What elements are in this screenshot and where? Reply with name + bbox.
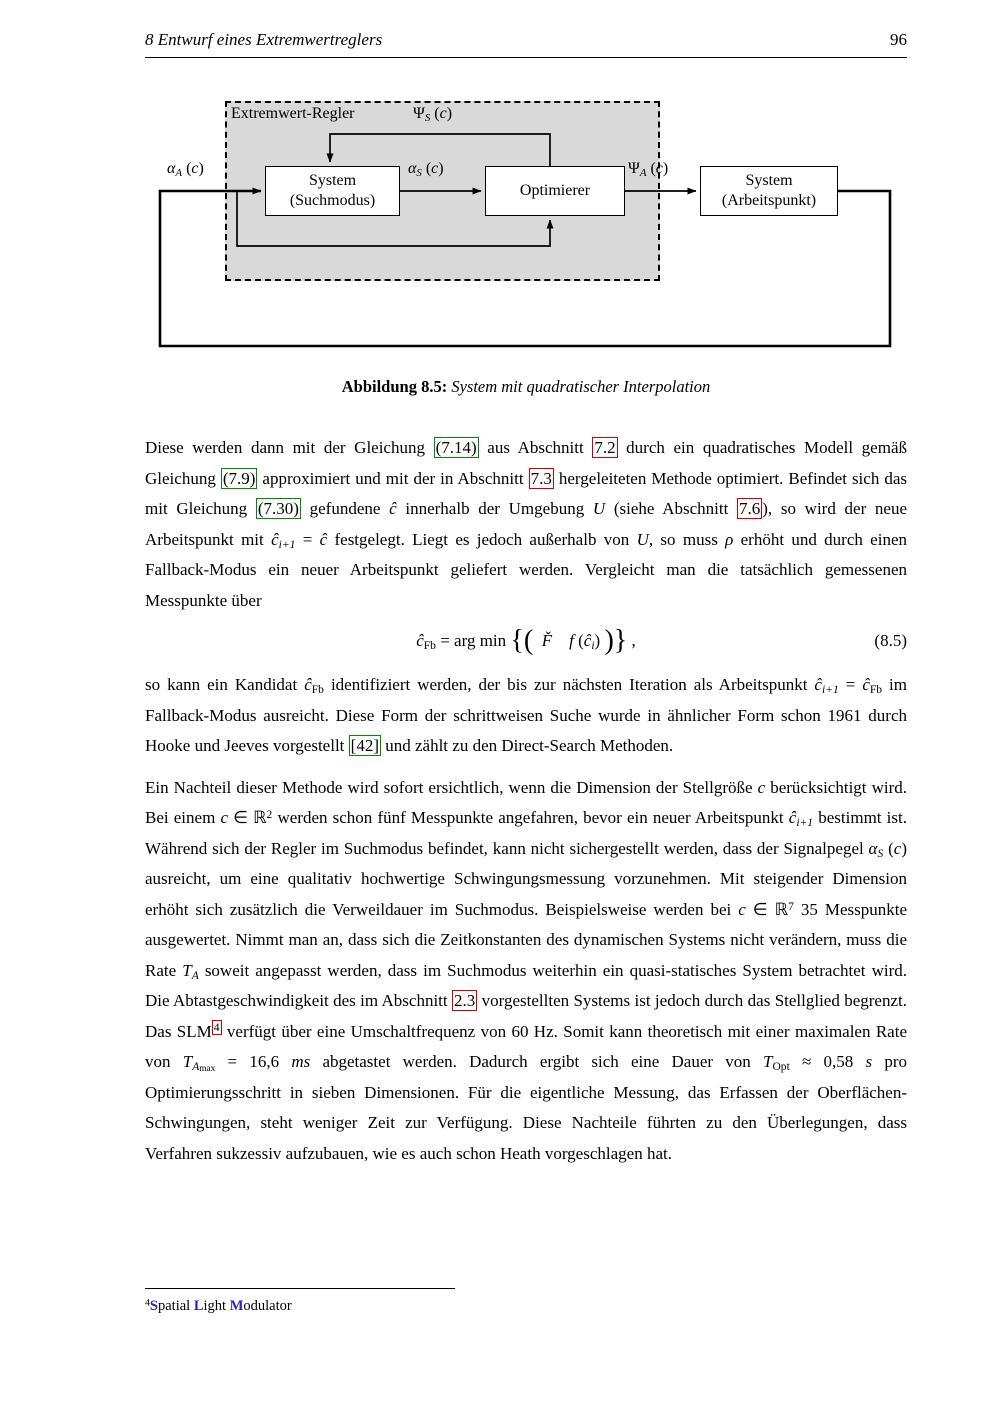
controller-title-label: Extremwert-Regler	[231, 105, 355, 122]
math-variable: ĉ	[304, 675, 312, 694]
section-ref-link[interactable]: 7.2	[594, 438, 616, 457]
math-variable: c	[893, 838, 902, 858]
text-segment: = arg min	[435, 631, 511, 650]
subscript: S	[877, 846, 884, 860]
subscript: S	[424, 112, 431, 125]
math-variable: c	[191, 160, 199, 177]
text-segment: (	[573, 631, 584, 650]
subscript: A	[175, 167, 183, 180]
subscript: i	[591, 639, 595, 653]
equation-ref-link[interactable]: (7.9)	[222, 468, 256, 488]
math-variable: c	[431, 160, 439, 177]
text-segment: gefundene	[300, 499, 390, 518]
text-segment: vorgestellten Systems ist jedoch durch das Stellglied begrenzt. Das SLM	[145, 991, 907, 1041]
text-segment: )	[446, 105, 453, 122]
text-segment: durch ein quadratisches Modell gemäß Gleichung	[145, 438, 907, 488]
subscript: Fb	[311, 683, 324, 697]
math-delimiter: (	[523, 624, 534, 656]
footnote-marker: 4	[145, 1297, 150, 1309]
text-segment	[552, 631, 569, 650]
math-variable: α	[868, 838, 878, 858]
figure-8-5	[145, 96, 907, 397]
math-variable: α	[408, 160, 417, 177]
text-segment: hergeleiteten Methode optimiert. Befindet sich das mit Gleichung	[145, 468, 908, 518]
paragraph	[145, 670, 907, 762]
text-segment: (	[646, 160, 656, 177]
math-variable: ĉ	[583, 631, 592, 650]
text-segment: Diese werden dann mit der Gleichung	[145, 438, 434, 457]
body-text	[145, 433, 907, 1169]
math-variable: T	[762, 1052, 773, 1071]
equation-8-5	[416, 624, 636, 656]
acronym-letter: M	[229, 1298, 244, 1314]
text-segment: (siehe Abschnitt	[605, 499, 738, 518]
text-segment: (	[421, 160, 432, 177]
sub-subscript: max	[199, 1064, 216, 1075]
text-segment: ∈ ℝ	[227, 808, 267, 827]
text-segment: = 16,6	[215, 1052, 292, 1071]
text-segment: im Fallback-Modus ausreicht. Diese Form der schrittweisen Suche wurde in ähnlicher Form schon 1961 durch Hooke und Jeeves vorgestellt	[145, 675, 907, 755]
text-segment: berücksichtigt wird. Bei einem	[145, 777, 907, 827]
text-segment: (	[430, 105, 440, 122]
math-variable: c	[655, 160, 663, 177]
math-variable: ĉ	[416, 631, 424, 650]
signal-label-psi-a	[628, 160, 668, 178]
caption-text: System mit quadratischer Interpolation	[451, 377, 711, 396]
equation-ref-link[interactable]: (7.30)	[257, 499, 299, 518]
math-variable: ρ	[725, 529, 734, 549]
text-segment: abgetastet werden. Dadurch ergibt sich eine Dauer von	[310, 1052, 763, 1071]
math-variable: ĉ	[862, 675, 870, 694]
math-variable: c	[439, 105, 447, 122]
text-segment: )	[594, 631, 605, 650]
block-label-line: System	[745, 172, 793, 189]
superscript: 2	[266, 807, 273, 821]
text-segment: ,	[627, 631, 636, 650]
text-segment: und zählt zu den Direct-Search Methoden.	[380, 736, 674, 755]
math-variable: ĉ	[788, 808, 797, 827]
subscript: A	[639, 167, 647, 180]
system-suchmodus-block	[265, 166, 400, 216]
footnote-rule	[145, 1288, 455, 1289]
text-segment: ≈ 0,58	[789, 1052, 866, 1071]
text-segment: odulator	[243, 1298, 292, 1314]
text-segment: , so muss	[648, 529, 726, 549]
text-column	[145, 30, 907, 1169]
subscript: A	[191, 968, 199, 982]
subscript: Fb	[423, 639, 436, 653]
text-segment: ight	[203, 1298, 230, 1314]
block-label-line: System	[308, 172, 357, 189]
math-variable: U	[592, 499, 606, 518]
math-variable: ĉ	[271, 529, 279, 549]
section-ref-link[interactable]: 2.3	[454, 991, 476, 1010]
text-segment: ) ausreicht, um eine qualitativ hochwertige Schwingungsmessung vorzunehmen. Mit steigender Dimension erhöht sich zusätzlich die Verweildauer im Suchmodus. Beispielsweise werden bei	[145, 838, 907, 919]
text-segment: )	[198, 160, 204, 177]
math-delimiter: )	[604, 624, 614, 656]
math-variable: ĉ	[319, 529, 328, 549]
block-label-line: (Arbeitspunkt)	[721, 192, 817, 209]
block-diagram	[145, 96, 907, 351]
section-ref-link[interactable]: 7.6	[739, 499, 761, 518]
section-ref-link[interactable]: 7.3	[530, 468, 552, 488]
text-segment: verfügt über eine Umschaltfrequenz von 60 Hz. Somit kann theoretisch mit einer maximalen Rate von	[145, 1021, 907, 1071]
superscript: 7	[788, 899, 794, 913]
footnote-ref-link[interactable]: 4	[213, 1021, 220, 1035]
text-segment: =	[838, 675, 863, 694]
math-variable: ms	[291, 1052, 311, 1071]
math-variable: s	[865, 1052, 873, 1071]
math-variable: U	[636, 529, 649, 549]
subscript: i+1	[821, 683, 839, 697]
footnote	[145, 1288, 907, 1316]
text-segment: innerhalb der Umgebung	[396, 499, 593, 518]
footnote-text	[145, 1296, 907, 1316]
text-segment: identifiziert werden, der bis zur nächsten Iteration als Arbeitspunkt	[323, 675, 815, 694]
math-variable: c	[220, 808, 228, 827]
equation-ref-link[interactable]: [42]	[350, 736, 379, 755]
text-segment: Ψ	[628, 160, 640, 177]
text-segment: Ψ	[413, 105, 425, 122]
math-variable: F̌	[541, 631, 553, 650]
math-variable: c	[757, 777, 766, 797]
equation-ref-link[interactable]: (7.14)	[435, 438, 477, 457]
math-variable: T	[182, 1052, 193, 1071]
math-variable: ĉ	[814, 675, 822, 694]
display-equation	[145, 624, 907, 658]
text-segment: approximiert und mit der in Abschnitt	[257, 468, 529, 488]
math-variable: f	[569, 631, 574, 650]
text-segment: (	[883, 838, 894, 858]
text-segment: 35 Messpunkte ausgewertet. Nimmt man an, dass sich die Zeitkonstanten des dynamischen Systems nicht verändern, muss die Rate	[145, 899, 908, 980]
text-segment: soweit angepasst werden, dass im Suchmodus weiterhin ein quasi-statisches System betrachtet wird. Die Abtastgeschwindigkeit des im Abschnitt	[145, 960, 907, 1010]
chapter-title: 8 Entwurf eines Extremwertreglers	[145, 30, 383, 49]
text-segment: Ein Nachteil dieser Methode wird sofort ersichtlich, wenn die Dimension der Stellgröße	[145, 777, 758, 797]
acronym-letter: L	[193, 1298, 204, 1314]
text-segment: =	[295, 529, 320, 549]
equation-number: (8.5)	[874, 631, 907, 650]
caption-number: Abbildung 8.5:	[341, 377, 448, 396]
page-number: 96	[890, 30, 907, 49]
diagram-connections	[145, 96, 907, 351]
math-delimiter: }	[613, 624, 628, 656]
math-variable: c	[738, 899, 746, 919]
block-label-line: Optimierer	[519, 182, 591, 199]
signal-label-psi-s	[413, 105, 452, 123]
optimierer-block	[485, 166, 625, 216]
math-delimiter: {	[510, 624, 524, 656]
text-segment: )	[438, 160, 444, 177]
text-segment: ∈ ℝ	[745, 899, 789, 919]
subscript: Opt	[772, 1060, 790, 1074]
paragraph	[145, 773, 907, 1170]
text-segment: aus Abschnitt	[478, 438, 593, 457]
text-segment: festgelegt. Liegt es jedoch außerhalb von	[327, 529, 637, 549]
system-arbeitspunkt-block	[700, 166, 838, 216]
block-label-line: (Suchmodus)	[289, 192, 376, 209]
subscript: i+1	[278, 537, 296, 551]
subscript: Fb	[869, 683, 883, 697]
text-segment: pro Optimierungsschritt in sieben Dimensionen. Für die eigentliche Messung, das Erfassen der Oberflächen-Schwingungen, steht weniger Zeit zur Verfügung. Diese Nachteile führten zu den Überlegungen, dass Verfahren sukzessiv aufzubauen, wie es auch schon Heath vorgeschlagen hat.	[145, 1052, 907, 1163]
text-segment: )	[662, 160, 669, 177]
subscript: S	[416, 167, 422, 180]
acronym-letter: S	[149, 1298, 158, 1314]
text-segment: patial	[158, 1298, 194, 1314]
text-segment: ), so wird der neue Arbeitspunkt mit	[145, 499, 908, 549]
subscript: i+1	[796, 816, 814, 830]
text-segment: werden schon fünf Messpunkte angefahren, bevor ein neuer Arbeitspunkt	[272, 808, 789, 827]
math-variable: T	[182, 960, 192, 980]
text-segment: erhöht und durch einen Fallback-Modus ein neuer Arbeitspunkt geliefert werden. Vergleicht man die tatsächlich gemessenen Messpunkte über	[145, 529, 907, 610]
signal-label-alpha-a	[167, 160, 204, 178]
math-variable: α	[167, 160, 176, 177]
text-segment	[533, 631, 542, 650]
text-segment: so kann ein Kandidat	[145, 675, 305, 694]
math-variable: ĉ	[389, 499, 397, 518]
text-segment: bestimmt ist. Während sich der Regler im Suchmodus befindet, kann nicht sichergestellt werden, dass der Signalpegel	[145, 808, 907, 858]
signal-label-alpha-s	[408, 160, 444, 178]
subscript: A	[192, 1060, 200, 1074]
figure-caption	[145, 377, 907, 397]
running-header	[145, 30, 907, 58]
paragraph	[145, 433, 907, 616]
text-segment: (	[182, 160, 192, 177]
